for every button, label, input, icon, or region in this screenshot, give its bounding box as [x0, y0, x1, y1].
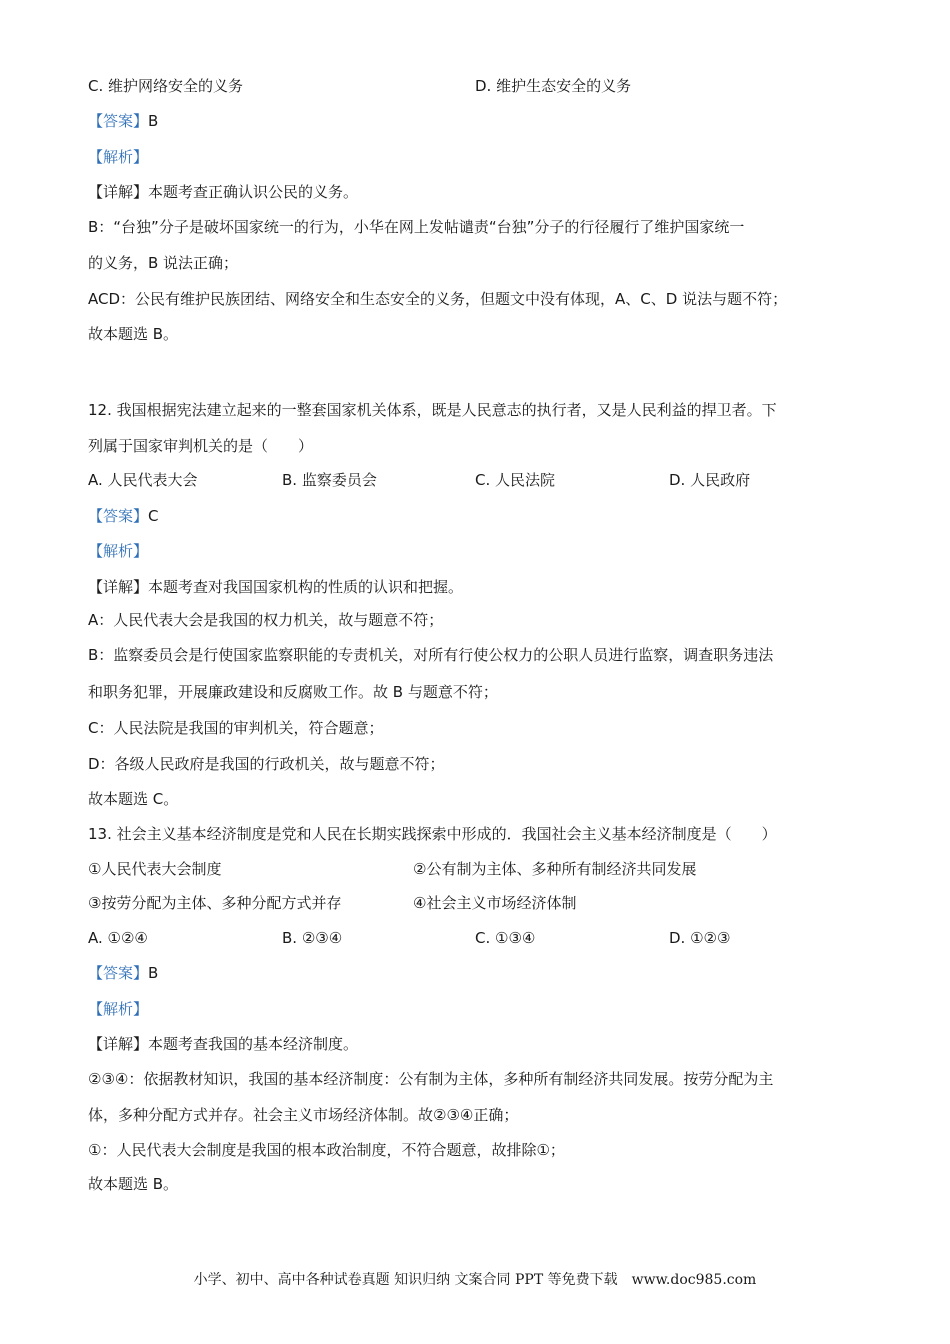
q12-option-d: D. 人民政府 [669, 471, 751, 489]
q12-conclusion: 故本题选 C。 [88, 790, 179, 808]
q12-explain-b-line2: 和职务犯罪，开展廉政建设和反腐败工作。故 B 与题意不符； [88, 683, 498, 701]
q13-detail: 【详解】本题考查我国的基本经济制度。 [88, 1035, 359, 1053]
page-footer: 小学、初中、高中各种试卷真题 知识归纳 文案合同 PPT 等免费下载 www.doc985.com [193, 1272, 757, 1288]
q11-analysis-label: 【解析】 [88, 148, 149, 166]
q13-answer [88, 963, 158, 983]
q12-option-c: C. 人民法院 [475, 471, 556, 489]
q13-item-2: ②公有制为主体、多种所有制经济共同发展 [413, 860, 697, 878]
q13-option-d: D. ①②③ [669, 929, 731, 947]
q11-answer [88, 111, 158, 131]
answer-value: B [148, 964, 159, 982]
q13-explain-line2: 体，多种分配方式并存。社会主义市场经济体制。故②③④正确； [88, 1106, 519, 1124]
answer-value: C [148, 507, 159, 525]
q11-conclusion: 故本题选 B。 [88, 325, 179, 343]
q13-item-1: ①人民代表大会制度 [88, 860, 222, 878]
q12-explain-a: A：人民代表大会是我国的权力机关，故与题意不符； [88, 611, 444, 629]
q12-answer [88, 506, 159, 526]
answer-value: B [148, 112, 159, 130]
q12-option-a: A. 人民代表大会 [88, 471, 198, 489]
answer-label: 【答案】 [88, 964, 149, 982]
q12-stem-line2: 列属于国家审判机关的是（ ） [88, 437, 314, 455]
q13-analysis-label: 【解析】 [88, 1000, 149, 1018]
q11-option-d: D. 维护生态安全的义务 [475, 77, 632, 95]
q11-b-line1: B：“台独”分子是破坏国家统一的行为，小华在网上发帖谴责“台独”分子的行径履行了维护国家统一 [88, 218, 745, 236]
q12-detail: 【详解】本题考查对我国国家机构的性质的认识和把握。 [88, 578, 464, 596]
q12-analysis-label: 【解析】 [88, 542, 149, 560]
q12-explain-b-line1: B：监察委员会是行使国家监察职能的专责机关，对所有行使公权力的公职人员进行监察，调查职务违法 [88, 646, 774, 664]
q11-b-line2: 的义务，B 说法正确； [88, 254, 239, 272]
q11-detail: 【详解】本题考查正确认识公民的义务。 [88, 183, 359, 201]
q13-explain-line3: ①：人民代表大会制度是我国的根本政治制度，不符合题意，故排除①； [88, 1141, 565, 1159]
answer-label: 【答案】 [88, 112, 149, 130]
q12-stem-line1: 12. 我国根据宪法建立起来的一整套国家机关体系，既是人民意志的执行者，又是人民利益的捍卫者。下 [88, 401, 777, 419]
q13-explain-line1: ②③④：依据教材知识，我国的基本经济制度：公有制为主体，多种所有制经济共同发展。按劳分配为主 [88, 1070, 774, 1088]
q12-explain-d: D：各级人民政府是我国的行政机关，故与题意不符； [88, 755, 445, 773]
q13-stem: 13. 社会主义基本经济制度是党和人民在长期实践探索中形成的．我国社会主义基本经济制度是（ ） [88, 825, 777, 843]
q13-option-a: A. ①②④ [88, 929, 148, 947]
answer-label: 【答案】 [88, 507, 149, 525]
q12-explain-c: C：人民法院是我国的审判机关，符合题意； [88, 719, 384, 737]
q12-option-b: B. 监察委员会 [282, 471, 377, 489]
q11-acd: ACD：公民有维护民族团结、网络安全和生态安全的义务，但题文中没有体现，A、C、D 说法与题不符； [88, 290, 788, 308]
q13-item-4: ④社会主义市场经济体制 [413, 894, 577, 912]
q13-option-c: C. ①③④ [475, 929, 536, 947]
q13-conclusion: 故本题选 B。 [88, 1175, 179, 1193]
q11-option-c: C. 维护网络安全的义务 [88, 77, 244, 95]
q13-item-3: ③按劳分配为主体、多种分配方式并存 [88, 894, 342, 912]
q13-option-b: B. ②③④ [282, 929, 343, 947]
